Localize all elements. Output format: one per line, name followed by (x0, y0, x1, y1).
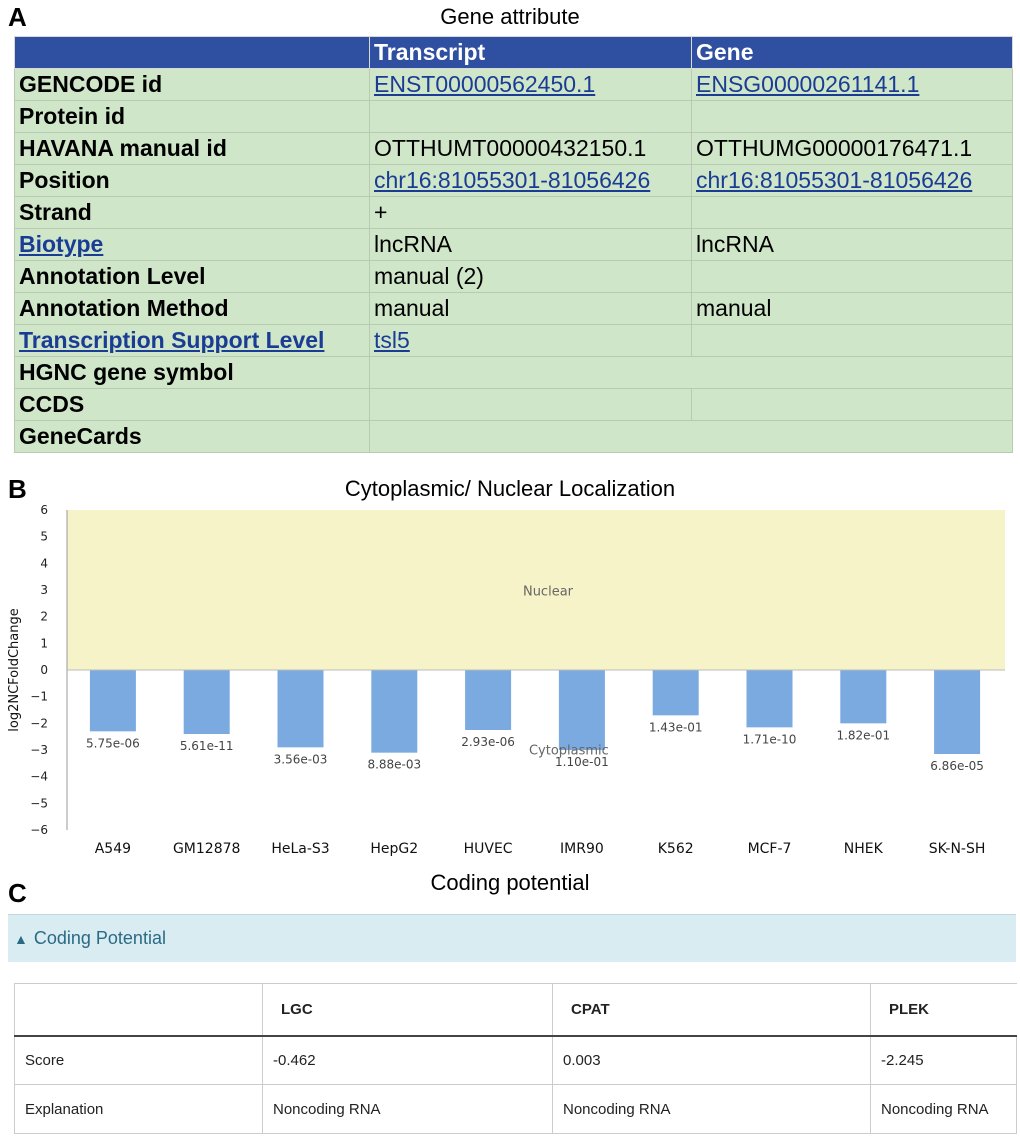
gene-attribute-table (14, 36, 1013, 453)
table-row (15, 261, 1013, 293)
cp-row-key: Score (15, 1036, 263, 1085)
table-row (15, 133, 1013, 165)
cp-row-score (15, 1036, 1017, 1085)
transcript-cell (370, 325, 692, 357)
table-header-row (15, 37, 1013, 69)
gene-cell (692, 197, 1013, 229)
header-blank (15, 37, 370, 69)
y-tick-label: 1 (40, 636, 48, 651)
gene-cell (692, 389, 1013, 421)
chart-title: Cytoplasmic/ Nuclear Localization (344, 476, 676, 501)
row-key: CCDS (15, 389, 370, 421)
row-key: Strand (15, 197, 370, 229)
bar-mcf-7 (747, 670, 793, 727)
header-gene: Gene (692, 37, 1013, 69)
x-category-label: SK-N-SH (928, 841, 986, 857)
table-row (15, 421, 1013, 453)
bar-data-label: 2.93e-06 (461, 735, 515, 749)
x-category-label: A549 (94, 841, 132, 857)
gene-cell: OTTHUMG00000176471.1 (692, 133, 1013, 165)
bar-data-label: 3.56e-03 (273, 752, 328, 767)
table-row (15, 69, 1013, 101)
panel-b-letter: B (8, 474, 27, 504)
coding-potential-label: Coding Potential (33, 928, 166, 948)
cp-row-explanation (15, 1085, 1017, 1134)
transcript-cell: lncRNA (370, 229, 692, 261)
transcript-cell (370, 389, 692, 421)
cp-expl-plek: Noncoding RNA (871, 1085, 1017, 1134)
bar-imr90 (559, 670, 605, 750)
gene-cell-link[interactable]: ENSG00000261141.1 (696, 71, 920, 97)
transcript-cell: OTTHUMT00000432150.1 (370, 133, 692, 165)
y-tick-label: 3 (40, 583, 48, 597)
table-row (15, 357, 1013, 389)
transcript-cell (370, 69, 692, 101)
y-tick-label: −2 (30, 716, 48, 731)
row-key: GeneCards (15, 421, 370, 453)
transcript-cell: manual (370, 293, 692, 325)
table-row (15, 197, 1013, 229)
row-key (15, 325, 370, 357)
panel-a-letter: A (8, 2, 27, 32)
table-row (15, 101, 1013, 133)
gene-cell: lncRNA (692, 229, 1013, 261)
x-category-label: MCF-7 (747, 841, 792, 857)
coding-potential-table (14, 983, 1017, 1134)
cp-score-cpat: 0.003 (553, 1036, 871, 1085)
y-axis-title: log2NCFoldChange (7, 608, 22, 732)
nuclear-region-label: Nuclear (522, 584, 574, 600)
y-tick-label: 0 (40, 663, 48, 677)
bar-data-label: 1.10e-01 (555, 755, 609, 769)
cp-expl-lgc: Noncoding RNA (263, 1085, 553, 1134)
cp-header-row (15, 984, 1017, 1036)
y-tick-label: 2 (40, 609, 48, 624)
bar-data-label: 5.75e-06 (86, 736, 140, 751)
cytoplasmic-region-label: Cytoplasmic (528, 743, 609, 759)
bar-data-label: 5.61e-11 (179, 739, 234, 753)
gene-cell (692, 69, 1013, 101)
transcript-cell-link[interactable]: ENST00000562450.1 (374, 71, 596, 97)
x-category-label: K562 (657, 841, 694, 857)
bar-data-label: 8.88e-03 (367, 757, 422, 772)
cp-header-lgc: LGC (263, 984, 553, 1036)
panel-a-title: Gene attribute (440, 4, 580, 29)
gene-cell (692, 101, 1013, 133)
transcript-cell (370, 101, 692, 133)
transcript-cell: + (370, 197, 692, 229)
bar-hela-s3 (278, 670, 324, 747)
row-key: Position (15, 165, 370, 197)
gene-cell: manual (692, 293, 1013, 325)
row-key (15, 229, 370, 261)
row-key-link[interactable]: Biotype (19, 231, 104, 257)
table-row (15, 293, 1013, 325)
y-tick-label: 4 (40, 556, 48, 571)
gene-cell (692, 261, 1013, 293)
transcript-cell (370, 357, 1013, 389)
header-transcript: Transcript (370, 37, 692, 69)
row-key-link[interactable]: Transcription Support Level (19, 327, 325, 353)
y-tick-label: −5 (30, 796, 48, 811)
cp-header-blank (15, 984, 263, 1036)
row-key: GENCODE id (15, 69, 370, 101)
cp-expl-cpat: Noncoding RNA (553, 1085, 871, 1134)
transcript-cell (370, 421, 1013, 453)
row-key: Annotation Method (15, 293, 370, 325)
table-row (15, 325, 1013, 357)
gene-cell (692, 325, 1013, 357)
bar-a549 (90, 670, 136, 731)
x-category-label: GM12878 (172, 841, 241, 857)
cp-score-plek: -2.245 (871, 1036, 1017, 1085)
y-tick-label: 5 (40, 529, 48, 544)
coding-potential-toggle[interactable] (8, 914, 1016, 962)
table-row (15, 389, 1013, 421)
localization-chart (0, 500, 1020, 868)
y-tick-label: 6 (40, 503, 48, 517)
bar-nhek (840, 670, 886, 723)
bar-sk-n-sh (934, 670, 980, 754)
row-key: HGNC gene symbol (15, 357, 370, 389)
y-tick-label: −6 (30, 823, 48, 837)
gene-cell (692, 165, 1013, 197)
row-key: Annotation Level (15, 261, 370, 293)
bar-data-label: 1.43e-01 (648, 720, 703, 735)
x-category-label: IMR90 (560, 841, 604, 857)
bar-k562 (653, 670, 699, 715)
panel-c-title: Coding potential (430, 870, 590, 895)
table-row (15, 165, 1013, 197)
bar-data-label: 1.71e-10 (742, 732, 797, 747)
cp-header-cpat: CPAT (553, 984, 871, 1036)
cp-header-plek: PLEK (871, 984, 1017, 1036)
transcript-cell-link[interactable]: chr16:81055301-81056426 (374, 167, 651, 193)
bar-data-label: 6.86e-05 (930, 759, 984, 773)
y-tick-label: −1 (30, 689, 48, 704)
y-tick-label: −4 (30, 769, 48, 784)
x-category-label: HeLa-S3 (271, 841, 330, 857)
triangle-up-icon: ▲ (14, 930, 28, 947)
cp-row-key: Explanation (15, 1085, 263, 1134)
panel-c-letter: C (8, 878, 27, 908)
bar-hepg2 (371, 670, 417, 753)
cp-score-lgc: -0.462 (263, 1036, 553, 1085)
bar-huvec (465, 670, 511, 730)
bar-gm12878 (184, 670, 230, 734)
gene-cell-link[interactable]: chr16:81055301-81056426 (696, 167, 973, 193)
x-category-label: HUVEC (463, 841, 513, 857)
bar-data-label: 1.82e-01 (836, 728, 891, 743)
x-category-label: NHEK (843, 841, 883, 857)
transcript-cell: manual (2) (370, 261, 692, 293)
y-tick-label: −3 (30, 743, 48, 757)
x-category-label: HepG2 (370, 841, 419, 857)
row-key: HAVANA manual id (15, 133, 370, 165)
transcript-cell (370, 165, 692, 197)
transcript-cell-link[interactable]: tsl5 (374, 327, 410, 353)
row-key: Protein id (15, 101, 370, 133)
table-row (15, 229, 1013, 261)
